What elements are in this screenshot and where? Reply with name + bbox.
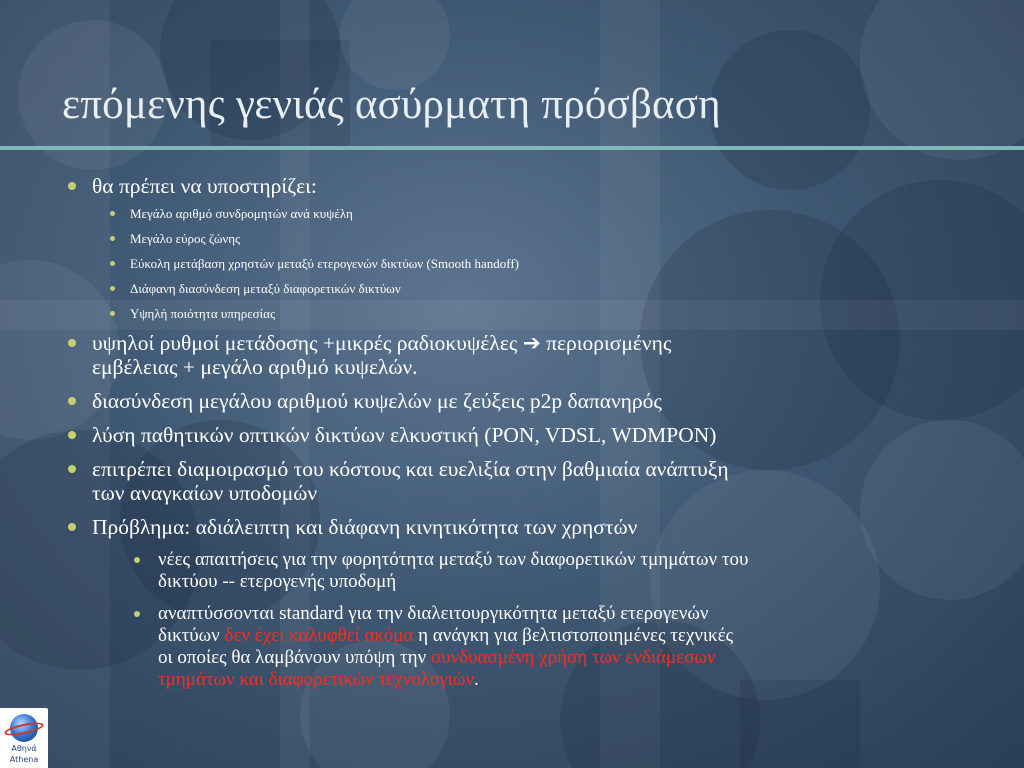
bullet-icon — [110, 211, 115, 216]
bullet-icon — [110, 236, 115, 241]
background-circle — [860, 0, 1024, 160]
highlight-text: τμημάτων και διαφορετικών τεχνολογιών — [158, 669, 475, 690]
bullet-item — [68, 423, 968, 447]
athena-logo — [0, 708, 48, 768]
logo-text-greek: Αθηνά — [11, 744, 37, 753]
bullet-text-line: των αναγκαίων υποδομών — [92, 481, 318, 505]
sub-bullet-item — [92, 603, 968, 691]
sub-bullet-text: Μεγάλο εύρος ζώνης — [130, 231, 241, 246]
bullet-icon — [68, 182, 76, 190]
bullet-icon — [110, 261, 115, 266]
bullet-icon — [110, 286, 115, 291]
bullet-text: θα πρέπει να υποστηρίζει: — [92, 174, 317, 198]
bullet-icon — [134, 557, 140, 563]
sub-bullet-list — [92, 206, 968, 321]
sub-bullet-item — [92, 281, 968, 296]
bullet-text-line: επιτρέπει διαμοιρασμό του κόστους και ευελιξία στην βαθμιαία ανάπτυξη — [92, 457, 729, 481]
bullet-text-line: εμβέλειας + μεγάλο αριθμό κυψελών. — [92, 355, 418, 379]
sub-bullet-text-line: νέες απαιτήσεις για την φορητότητα μεταξύ των διαφορετικών τμημάτων του — [158, 549, 749, 570]
sub-bullet-text-part: οι οποίες θα λαμβάνουν υπόψη την — [158, 647, 431, 668]
background-circle — [340, 0, 450, 90]
bullet-text: Πρόβλημα: αδιάλειπτη και διάφανη κινητικότητα των χρηστών — [92, 515, 638, 539]
sub-bullet-text: Διάφανη διασύνδεση μεταξύ διαφορετικών δικτύων — [130, 281, 401, 296]
sub-bullet-item — [92, 256, 968, 271]
bullet-item — [68, 457, 968, 505]
logo-text-latin: Athena — [9, 755, 39, 764]
bullet-item — [68, 331, 968, 379]
sub-bullet-text-part: η ανάγκη για βελτιστοποιημένες τεχνικές — [413, 625, 734, 646]
highlight-text: συνδυασμένη χρήση των ενδιάμεσων — [430, 647, 716, 668]
title-divider — [0, 146, 1024, 150]
highlight-text: δεν έχει καλυφθεί ακόμα — [224, 625, 414, 646]
sub-bullet-item — [92, 549, 968, 593]
sub-bullet-list — [92, 549, 968, 691]
sub-bullet-item — [92, 306, 968, 321]
sub-bullet-text: Υψηλή ποιότητα υπηρεσίας — [130, 306, 276, 321]
sub-bullet-item — [92, 231, 968, 246]
bullet-icon — [68, 523, 76, 531]
bullet-item — [68, 389, 968, 413]
background-circle — [710, 30, 870, 190]
bullet-icon — [68, 431, 76, 439]
sub-bullet-text-part: δικτύων — [158, 625, 225, 646]
bullet-text-line: υψηλοί ρυθμοί μετάδοσης +μικρές ραδιοκυψέλες ➔ περιορισμένης — [92, 331, 672, 355]
bullet-icon — [68, 397, 76, 405]
sub-bullet-text-line: δικτύου -- ετερογενής υποδομή — [158, 571, 397, 592]
sub-bullet-text-part: . — [474, 669, 479, 690]
bullet-list — [68, 174, 968, 701]
bullet-item — [68, 174, 968, 321]
sub-bullet-text: Μεγάλο αριθμό συνδρομητών ανά κυψέλη — [130, 206, 353, 221]
sub-bullet-item — [92, 206, 968, 221]
sub-bullet-text-line: αναπτύσσονται standard για την διαλειτουργικότητα μεταξύ ετερογενών — [158, 603, 709, 624]
slide-title: επόμενης γενιάς ασύρματη πρόσβαση — [62, 81, 721, 128]
bullet-icon — [134, 611, 140, 617]
sub-bullet-text: Εύκολη μετάβαση χρηστών μεταξύ ετερογενών δικτύων (Smooth handoff) — [130, 256, 519, 271]
bullet-icon — [110, 311, 115, 316]
bullet-item — [68, 515, 968, 691]
bullet-text: λύση παθητικών οπτικών δικτύων ελκυστική (PON, VDSL, WDMPON) — [92, 423, 717, 447]
bullet-icon — [68, 339, 76, 347]
bullet-icon — [68, 465, 76, 473]
bullet-text: διασύνδεση μεγάλου αριθμού κυψελών με ζεύξεις p2p δαπανηρός — [92, 389, 662, 413]
